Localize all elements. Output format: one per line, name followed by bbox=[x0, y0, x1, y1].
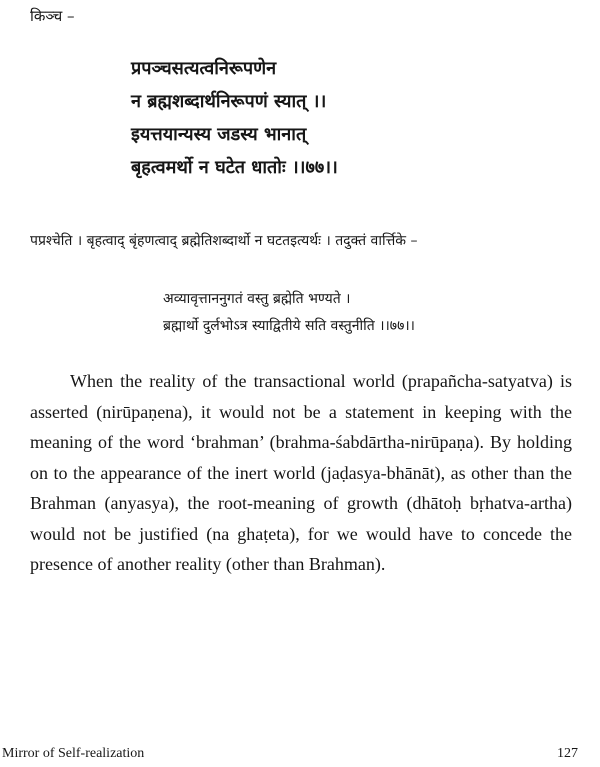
vartika-quote bbox=[163, 286, 415, 340]
footer-book-title: Mirror of Self-realization bbox=[2, 746, 145, 761]
quote-line-1: अव्यावृत्ताननुगतं वस्तु ब्रह्मेति भण्यते । bbox=[163, 291, 351, 307]
commentary-line: पप्रश्चेति । बृहत्वाद् बृंहणत्वाद् ब्रह्मेतिशब्दार्थो न घटतइत्यर्थः । तदुक्तं वार्त्तिके – bbox=[30, 233, 418, 249]
page-number: 127 bbox=[557, 746, 578, 761]
sanskrit-verse bbox=[131, 52, 338, 184]
verse-line-4: बृहत्वमर्थो न घटेत धातोः ।।७७।। bbox=[131, 157, 338, 178]
intro-phrase: किञ्च – bbox=[30, 7, 75, 25]
verse-line-3: इयत्तयान्यस्य जडस्य भानात् bbox=[131, 124, 307, 145]
verse-line-1: प्रपञ्चसत्यत्वनिरूपणेन bbox=[131, 58, 277, 79]
quote-line-2: ब्रह्मार्थो दुर्लभोऽत्र स्याद्वितीये सति वस्तुनीति ।।७७।। bbox=[163, 318, 415, 334]
verse-line-2: न ब्रह्मशब्दार्थनिरूपणं स्यात् ।। bbox=[131, 91, 327, 112]
english-translation: When the reality of the transactional world (prapañcha-satyatva) is asserted (nirūpaṇena), it would not be a statement in keeping with the meaning of the word ‘brahman’ (brahma-śabdārtha-nirūpaṇa). By holding on to the appearance of the inert world (jaḍasya-bhānāt), as other than the Brahman (anyasya), the root-meaning of growth (dhātoḥ bṛhatva-artha) would not be justified (na ghaṭeta), for we would have to concede the presence of another reality (other than Brahman). bbox=[30, 371, 572, 574]
